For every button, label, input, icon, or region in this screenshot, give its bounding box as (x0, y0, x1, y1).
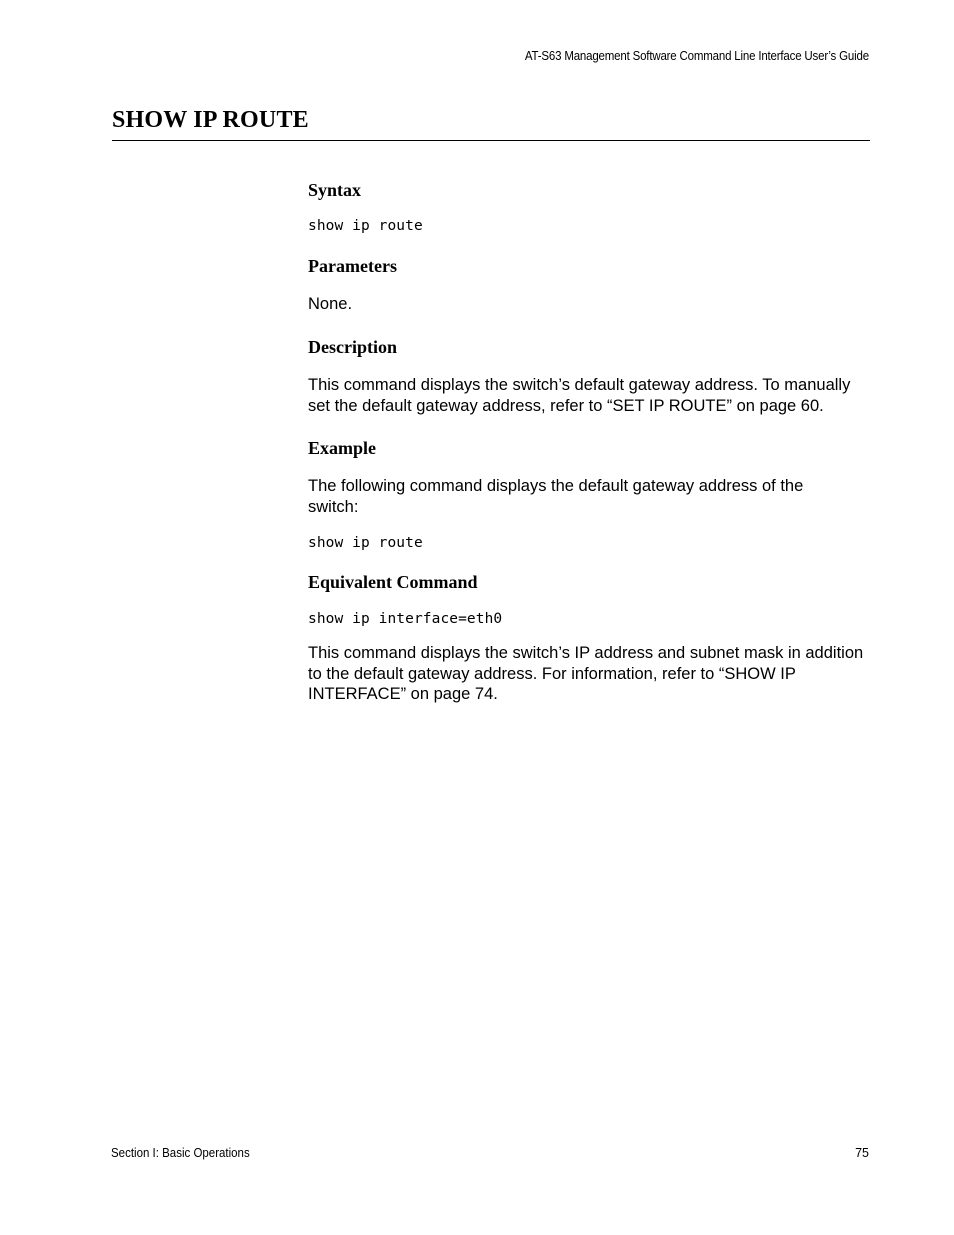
example-heading: Example (308, 438, 377, 458)
example-text: The following command displays the default gateway address of the switch: (308, 477, 804, 516)
parameters-text: None. (308, 295, 353, 313)
page-title: SHOW IP ROUTE (112, 107, 309, 133)
example-code: show ip route (308, 535, 423, 551)
equivalent-command-heading: Equivalent Command (308, 572, 478, 592)
equivalent-command-code: show ip interface=eth0 (308, 611, 503, 627)
title-rule (112, 140, 870, 141)
equivalent-command-text: This command displays the switch’s IP address and subnet mask in addition to the default gateway address. For information, refer to “SHOW IP INTERFACE” on page 74. (308, 644, 864, 704)
parameters-heading: Parameters (308, 256, 397, 276)
description-heading: Description (308, 337, 397, 357)
description-text: This command displays the switch’s default gateway address. To manually set the default gateway address, refer to “SET IP ROUTE” on page 60. (308, 376, 851, 415)
running-header: AT-S63 Management Software Command Line Interface User’s Guide (525, 49, 869, 63)
footer-section-label: Section I: Basic Operations (111, 1146, 250, 1160)
syntax-code: show ip route (308, 218, 423, 234)
footer-page-number: 75 (855, 1146, 869, 1160)
syntax-heading: Syntax (308, 180, 362, 200)
